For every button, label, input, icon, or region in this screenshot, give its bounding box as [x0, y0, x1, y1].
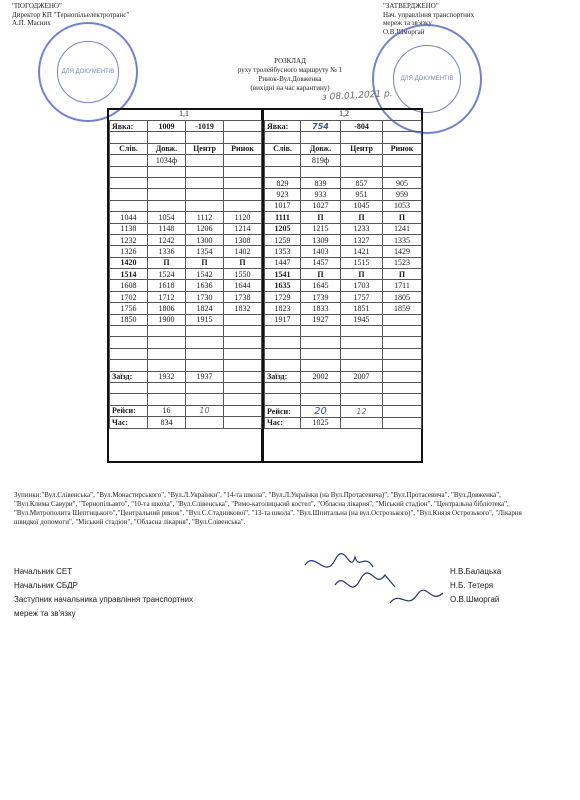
signature-title: Заступник начальника управління транспортних — [14, 595, 194, 604]
table-row — [265, 326, 422, 337]
signature-name: О.В.Шморгай — [450, 595, 500, 604]
table-cell: 933 — [301, 189, 341, 200]
table-cell: 1645 — [301, 280, 341, 291]
timetable-body-left — [110, 155, 262, 360]
table-cell — [265, 166, 301, 177]
table-cell: 1900 — [148, 314, 186, 325]
chas-value-right: 1025 — [301, 417, 341, 428]
table-cell: 1148 — [148, 223, 186, 234]
table-cell — [148, 200, 186, 211]
table-cell: 1111 — [265, 212, 301, 223]
table-cell: 1859 — [383, 303, 422, 314]
handwritten-signatures — [295, 545, 455, 615]
table-cell: 1618 — [148, 280, 186, 291]
table-cell: П — [224, 257, 262, 268]
signature-name: Н.В.Балацька — [450, 567, 502, 576]
zaizd-label-left: Заїзд: — [110, 371, 148, 382]
table-cell: 1927 — [301, 314, 341, 325]
table-cell — [148, 337, 186, 348]
yavka-value-right: 754 — [301, 121, 341, 132]
right-section-number: 1,2 — [339, 109, 349, 118]
column-header: Слів. — [265, 143, 301, 154]
title-line-3: Ринок-Вул.Довженка — [258, 75, 322, 83]
table-row — [265, 166, 422, 177]
table-cell: 1729 — [265, 291, 301, 302]
table-row — [265, 257, 422, 268]
table-cell: 1523 — [383, 257, 422, 268]
column-header: Центр — [186, 143, 224, 154]
table-cell — [110, 348, 148, 359]
table-cell — [301, 337, 341, 348]
table-cell: 1805 — [383, 291, 422, 302]
table-cell — [224, 177, 262, 188]
table-cell — [186, 337, 224, 348]
table-cell — [301, 348, 341, 359]
table-cell: 1806 — [148, 303, 186, 314]
table-cell: 1259 — [265, 234, 301, 245]
table-cell — [383, 337, 422, 348]
table-cell — [110, 177, 148, 188]
table-cell — [148, 326, 186, 337]
table-cell — [224, 189, 262, 200]
yavka-value-left: 1009 — [148, 121, 186, 132]
table-row — [110, 223, 262, 234]
table-cell: 1636 — [186, 280, 224, 291]
table-cell — [224, 166, 262, 177]
table-row — [265, 303, 422, 314]
table-cell: 1034ф — [148, 155, 186, 166]
table-cell: 1541 — [265, 269, 301, 280]
approval-right-name: О.В.Шморгай — [383, 27, 425, 36]
table-cell: 1308 — [224, 234, 262, 245]
zaizd-value: 2007 — [341, 371, 383, 382]
reisy-row-left — [110, 405, 262, 416]
table-cell — [265, 348, 301, 359]
table-cell: 1823 — [265, 303, 301, 314]
reisy-value-left: 16 — [148, 405, 186, 416]
table-cell — [186, 177, 224, 188]
table-cell: 1336 — [148, 246, 186, 257]
table-cell — [383, 155, 422, 166]
table-cell: 1017 — [265, 200, 301, 211]
chas-label-left: Час: — [110, 417, 148, 428]
table-row — [265, 314, 422, 325]
table-cell — [224, 200, 262, 211]
table-cell — [110, 189, 148, 200]
table-row — [265, 177, 422, 188]
table-cell: 1335 — [383, 234, 422, 245]
reisy-value-right: 20 — [301, 405, 341, 417]
table-cell: 1327 — [341, 234, 383, 245]
timetable-frame — [107, 108, 423, 463]
table-row — [265, 212, 422, 223]
table-cell: 1241 — [383, 223, 422, 234]
table-cell — [110, 200, 148, 211]
zaizd-value: 1932 — [148, 371, 186, 382]
table-cell: 905 — [383, 177, 422, 188]
table-row — [110, 257, 262, 268]
table-cell — [301, 166, 341, 177]
table-cell: 1833 — [301, 303, 341, 314]
table-cell: 923 — [265, 189, 301, 200]
table-cell — [186, 155, 224, 166]
table-cell — [383, 166, 422, 177]
table-cell — [148, 166, 186, 177]
table-row — [265, 200, 422, 211]
table-cell: 1542 — [186, 269, 224, 280]
table-cell — [224, 348, 262, 359]
table-cell: 1515 — [341, 257, 383, 268]
table-cell: 1054 — [148, 212, 186, 223]
signature-title: Начальник СБДР — [14, 581, 78, 590]
table-cell: 1215 — [301, 223, 341, 234]
stamp-right-text: ДЛЯ ДОКУМЕНТІВ — [400, 76, 454, 82]
table-cell: 1514 — [110, 269, 148, 280]
chas-row-right — [265, 417, 422, 428]
title-line-2: руху тролейбусного маршруту № 1 — [237, 66, 343, 74]
timetable-left — [109, 120, 262, 429]
table-row — [110, 314, 262, 325]
table-row — [265, 337, 422, 348]
table-row — [265, 246, 422, 257]
chas-row-left — [110, 417, 262, 428]
table-cell: 1120 — [224, 212, 262, 223]
table-cell: 1354 — [186, 246, 224, 257]
table-cell: 1206 — [186, 223, 224, 234]
table-cell: 857 — [341, 177, 383, 188]
table-cell — [186, 326, 224, 337]
table-row — [265, 280, 422, 291]
approval-right-position-2: мереж та зв'язку — [383, 19, 432, 27]
table-cell: П — [186, 257, 224, 268]
reisy-handwritten-right: 12 — [341, 405, 383, 417]
column-header: Слів. — [110, 143, 148, 154]
table-row — [110, 326, 262, 337]
table-cell: 1738 — [224, 291, 262, 302]
yavka-end-right: -804 — [341, 121, 383, 132]
handwritten-date: з 08.01.2021 р. — [321, 89, 393, 103]
table-row — [110, 269, 262, 280]
table-cell: 959 — [383, 189, 422, 200]
table-cell: 1550 — [224, 269, 262, 280]
table-cell — [224, 326, 262, 337]
table-row — [110, 200, 262, 211]
table-cell: 1635 — [265, 280, 301, 291]
table-cell: 1353 — [265, 246, 301, 257]
table-cell: П — [148, 257, 186, 268]
table-cell: П — [301, 212, 341, 223]
table-cell: 1739 — [301, 291, 341, 302]
column-header: Довж. — [148, 143, 186, 154]
stamp-left-text: ДЛЯ ДОКУМЕНТІВ — [61, 68, 115, 75]
approval-left-name: А.П. Масних — [12, 19, 51, 27]
table-cell: П — [301, 269, 341, 280]
table-cell: 1403 — [301, 246, 341, 257]
table-cell: 1402 — [224, 246, 262, 257]
yavka-label-left: Явка: — [110, 121, 148, 132]
table-cell — [265, 337, 301, 348]
table-cell — [383, 348, 422, 359]
table-cell: 1233 — [341, 223, 383, 234]
table-cell: 1421 — [341, 246, 383, 257]
table-row — [110, 348, 262, 359]
table-cell: П — [341, 269, 383, 280]
table-cell: П — [383, 212, 422, 223]
table-row — [110, 177, 262, 188]
table-row — [110, 212, 262, 223]
table-cell: 1756 — [110, 303, 148, 314]
table-cell — [341, 166, 383, 177]
column-header: Ринок — [383, 143, 422, 154]
table-row — [110, 246, 262, 257]
table-row — [110, 280, 262, 291]
table-row — [265, 223, 422, 234]
signature-title: Начальник СЕТ — [14, 567, 73, 576]
zaizd-row-right — [265, 371, 422, 382]
zaizd-label-right: Заїзд: — [265, 371, 301, 382]
table-cell — [341, 337, 383, 348]
yavka-end-left: -1019 — [186, 121, 224, 132]
yavka-label-right: Явка: — [265, 121, 301, 132]
table-cell: 819ф — [301, 155, 341, 166]
schedule-title — [150, 57, 430, 93]
column-header: Ринок — [224, 143, 262, 154]
table-cell — [110, 166, 148, 177]
table-cell: 1457 — [301, 257, 341, 268]
signature-name: Н.Б. Тетеря — [450, 581, 494, 590]
table-cell — [110, 326, 148, 337]
table-cell: 1053 — [383, 200, 422, 211]
table-cell — [224, 337, 262, 348]
table-cell — [224, 155, 262, 166]
approval-right-title: "ЗАТВЕРДЖЕНО" — [383, 2, 439, 10]
table-cell: 1326 — [110, 246, 148, 257]
table-cell: П — [341, 212, 383, 223]
column-header-row-right — [265, 143, 422, 154]
table-cell: 1917 — [265, 314, 301, 325]
timetable-right — [264, 120, 422, 429]
table-cell — [265, 155, 301, 166]
table-cell — [186, 189, 224, 200]
official-stamp-left — [38, 22, 138, 122]
reisy-handwritten-left: 10 — [186, 405, 224, 416]
table-cell: 1044 — [110, 212, 148, 223]
stops-list: Зупинки:"Вул.Слівенська", "Вул.Монастирського", "Вул.Л.Українки", "14-та школа", "Вул.Л.Українки (на Вул.Протасевича)", "Вул.Протасевича", "Вул.Довженка", "Вул.Клима Савури", "Тернопільавто", "10-та школа", "Вул.Слівенська", "Римо-католицький костел", "Обласна лікарня", "Міський стадіон", "Центральна бібліотека", "Вул.Митрополита Шептицького","Центральний ринок", "Вул.С.Стадникової", "13-та школа", "Вул.Шпитальна (на вул.Острозького)", "Вул.Князя Острозького", "Лікарня швидкої допомоги", "Міський стадіон", "Обласна лікарня", "Вул.Слівенська". — [14, 491, 522, 526]
table-row — [110, 155, 262, 166]
table-cell: 1730 — [186, 291, 224, 302]
table-cell — [341, 348, 383, 359]
table-cell — [383, 314, 422, 325]
table-cell: 1915 — [186, 314, 224, 325]
table-row — [265, 155, 422, 166]
table-cell: 1232 — [110, 234, 148, 245]
table-cell — [341, 326, 383, 337]
yavka-row-left — [110, 121, 262, 132]
table-cell — [265, 326, 301, 337]
table-cell: 1524 — [148, 269, 186, 280]
table-cell: 1712 — [148, 291, 186, 302]
reisy-label-right: Рейси: — [265, 405, 301, 417]
table-cell: 1138 — [110, 223, 148, 234]
table-row — [110, 234, 262, 245]
table-cell — [110, 337, 148, 348]
table-cell: 1027 — [301, 200, 341, 211]
approval-block-left — [12, 2, 232, 28]
column-header: Довж. — [301, 143, 341, 154]
table-cell — [110, 155, 148, 166]
approval-left-position: Директор КП "Тернопільелектротранс" — [12, 10, 130, 19]
table-cell: 1757 — [341, 291, 383, 302]
column-header-row-left — [110, 143, 262, 154]
table-cell: 1703 — [341, 280, 383, 291]
table-cell: 1832 — [224, 303, 262, 314]
approval-right-position: Нач. управління транспортних — [383, 10, 475, 19]
table-row — [110, 291, 262, 302]
table-cell: 1711 — [383, 280, 422, 291]
table-cell — [186, 200, 224, 211]
table-cell: 1824 — [186, 303, 224, 314]
table-cell — [383, 326, 422, 337]
table-row — [265, 348, 422, 359]
table-row — [265, 189, 422, 200]
signature-names — [450, 565, 560, 607]
table-row — [265, 234, 422, 245]
table-cell: 1214 — [224, 223, 262, 234]
table-cell — [341, 155, 383, 166]
table-cell — [148, 189, 186, 200]
table-cell: 1851 — [341, 303, 383, 314]
table-cell: 839 — [301, 177, 341, 188]
table-cell: 1045 — [341, 200, 383, 211]
approval-left-title: "ПОГОДЖЕНО" — [12, 2, 62, 10]
table-row — [110, 166, 262, 177]
left-section-number: 1,1 — [179, 109, 189, 118]
table-cell — [224, 314, 262, 325]
reisy-label-left: Рейси: — [110, 405, 148, 416]
zaizd-row-left — [110, 371, 262, 382]
table-cell: 1242 — [148, 234, 186, 245]
yavka-row-right — [265, 121, 422, 132]
table-cell: 951 — [341, 189, 383, 200]
signature-titles — [14, 565, 254, 621]
table-cell: 1300 — [186, 234, 224, 245]
table-cell: 829 — [265, 177, 301, 188]
table-row — [265, 291, 422, 302]
table-cell: 1702 — [110, 291, 148, 302]
table-cell: 1309 — [301, 234, 341, 245]
table-cell: 1205 — [265, 223, 301, 234]
table-row — [110, 189, 262, 200]
title-line-4: (вихідні на час карантину) — [250, 84, 330, 92]
timetable-body-right — [265, 155, 422, 360]
chas-value-left: 834 — [148, 417, 186, 428]
table-cell: 1945 — [341, 314, 383, 325]
table-cell: 1644 — [224, 280, 262, 291]
table-cell — [186, 348, 224, 359]
table-cell: 1420 — [110, 257, 148, 268]
table-cell: 1429 — [383, 246, 422, 257]
table-cell — [148, 348, 186, 359]
table-cell — [301, 326, 341, 337]
chas-label-right: Час: — [265, 417, 301, 428]
reisy-row-right — [265, 405, 422, 417]
table-cell: 1850 — [110, 314, 148, 325]
table-cell: П — [383, 269, 422, 280]
signature-title: мереж та зв'язку — [14, 609, 76, 618]
table-row — [110, 303, 262, 314]
column-header: Центр — [341, 143, 383, 154]
table-cell: 1608 — [110, 280, 148, 291]
table-cell: 1447 — [265, 257, 301, 268]
table-row — [265, 269, 422, 280]
table-cell — [148, 177, 186, 188]
zaizd-value: 2002 — [301, 371, 341, 382]
table-row — [110, 337, 262, 348]
zaizd-value: 1937 — [186, 371, 224, 382]
table-cell — [186, 166, 224, 177]
title-line-1: РОЗКЛАД — [274, 57, 306, 65]
table-cell: 1112 — [186, 212, 224, 223]
